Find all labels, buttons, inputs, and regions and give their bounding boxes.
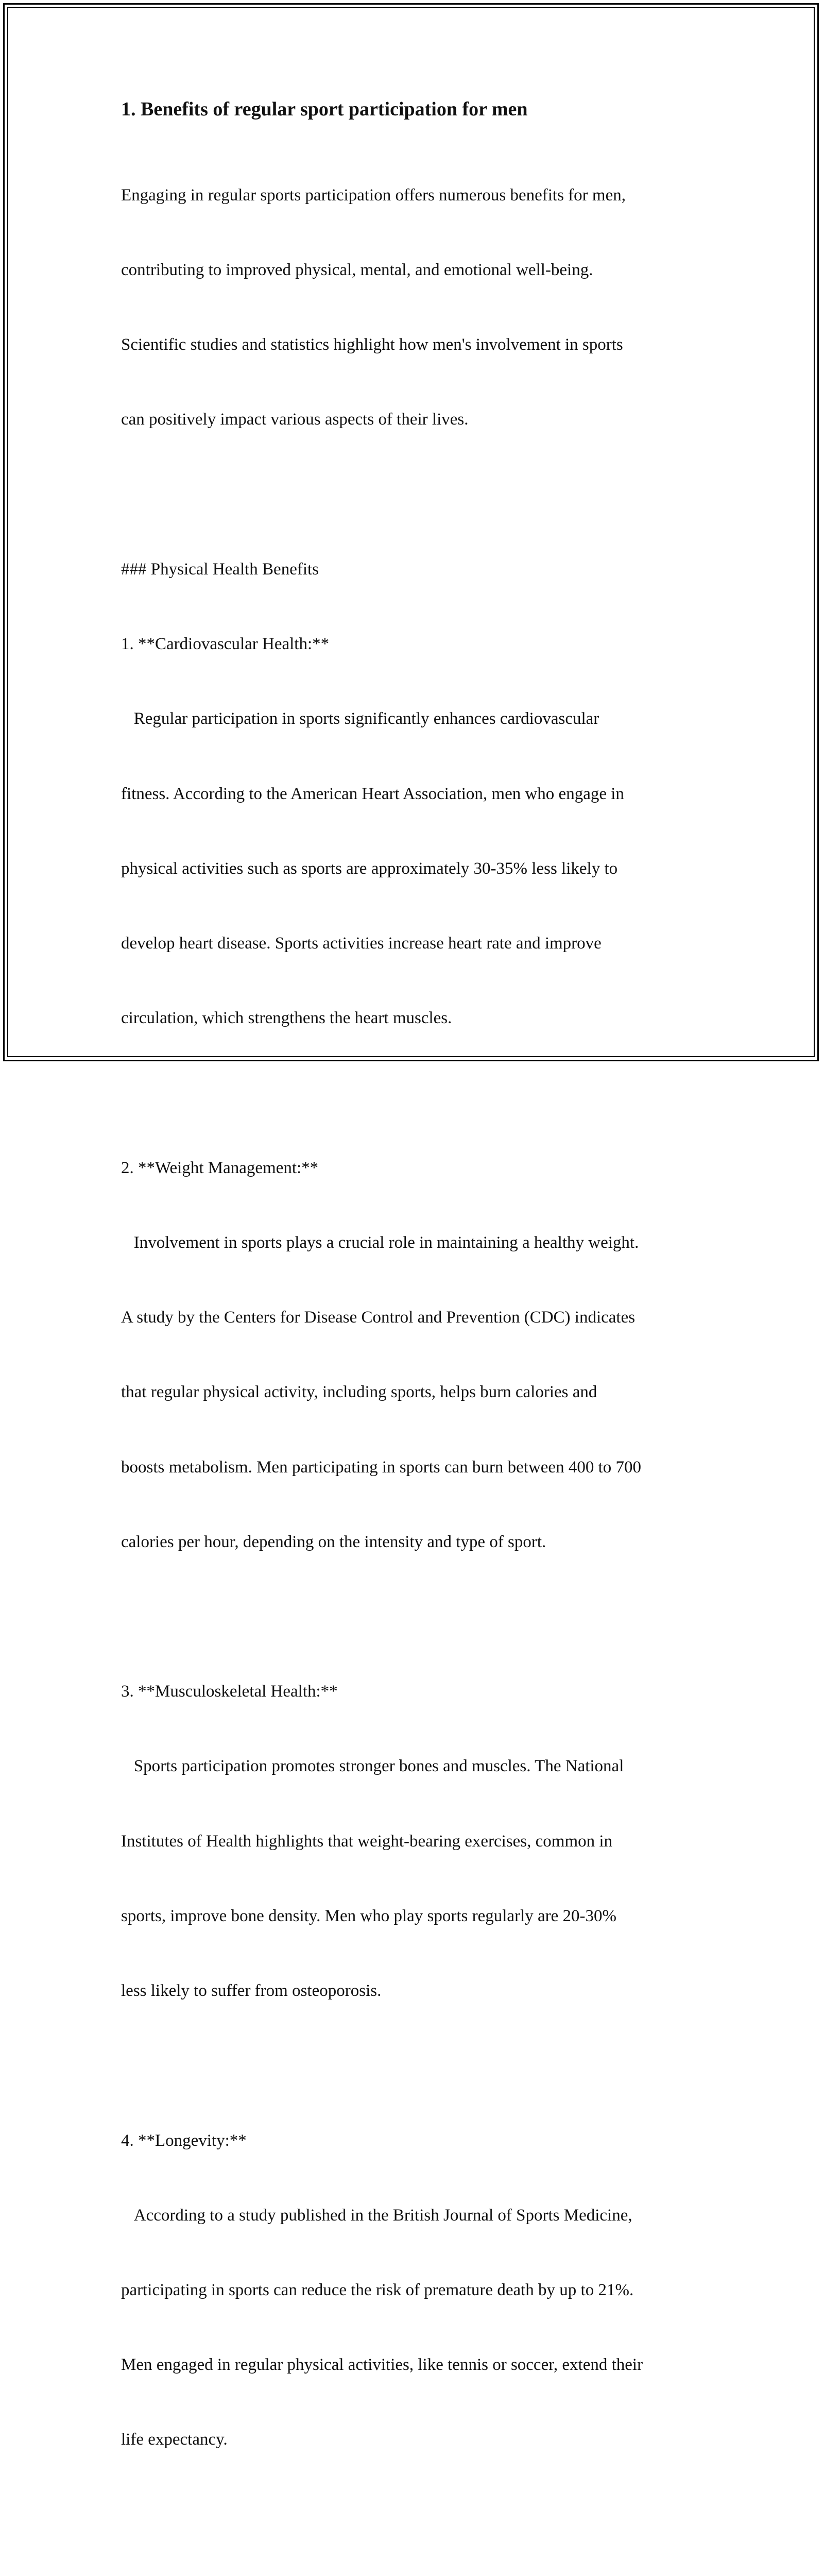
text-line: Scientific studies and statistics highlight how men's involvement in sports [121, 335, 623, 354]
item-heading-musculoskeletal: 3. **Musculoskeletal Health:** [121, 1682, 338, 1701]
text-line: Engaging in regular sports participation offers numerous benefits for men, [121, 185, 626, 205]
text-line: calories per hour, depending on the intensity and type of sport. [121, 1532, 546, 1551]
text-line: participating in sports can reduce the risk of premature death by up to 21%. [121, 2280, 634, 2299]
blank-line [121, 1080, 718, 1105]
text-line: Involvement in sports plays a crucial role in maintaining a healthy weight. [121, 1233, 639, 1252]
text-line: Regular participation in sports significantly enhances cardiovascular [121, 709, 599, 728]
text-line: sports, improve bone density. Men who play sports regularly are 20-30% [121, 1906, 616, 1925]
text-line: life expectancy. [121, 2430, 228, 2449]
text-line: Men engaged in regular physical activities, like tennis or soccer, extend their [121, 2355, 643, 2375]
text-line: circulation, which strengthens the heart muscles. [121, 1009, 452, 1028]
document-title: 1. Benefits of regular sport participation for men [121, 98, 528, 120]
blank-line [121, 482, 718, 507]
blank-line [121, 1604, 718, 1629]
text-line: develop heart disease. Sports activities increase heart rate and improve [121, 934, 602, 953]
blank-line [121, 2053, 718, 2078]
text-line: contributing to improved physical, mental, and emotional well-being. [121, 261, 593, 280]
item-heading-longevity: 4. **Longevity:** [121, 2131, 247, 2150]
item-heading-weight: 2. **Weight Management:** [121, 1158, 319, 1177]
blank-line [121, 2502, 718, 2527]
text-line: physical activities such as sports are approximately 30-35% less likely to [121, 859, 618, 878]
text-line: can positively impact various aspects of their lives. [121, 410, 469, 429]
document-text [121, 133, 718, 2576]
text-line: A study by the Centers for Disease Control and Prevention (CDC) indicates [121, 1308, 636, 1327]
document-body [121, 97, 718, 2576]
text-line: that regular physical activity, including sports, helps burn calories and [121, 1383, 597, 1402]
text-line: fitness. According to the American Heart Association, men who engage in [121, 784, 624, 803]
text-line: According to a study published in the British Journal of Sports Medicine, [121, 2206, 632, 2225]
item-heading-cardiovascular: 1. **Cardiovascular Health:** [121, 635, 330, 654]
text-line: Sports participation promotes stronger bones and muscles. The National [121, 1757, 624, 1776]
text-line: boosts metabolism. Men participating in sports can burn between 400 to 700 [121, 1458, 641, 1477]
section-heading-physical: ### Physical Health Benefits [121, 560, 319, 579]
text-line: Institutes of Health highlights that weight-bearing exercises, common in [121, 1832, 613, 1851]
text-line: less likely to suffer from osteoporosis. [121, 1981, 382, 2001]
